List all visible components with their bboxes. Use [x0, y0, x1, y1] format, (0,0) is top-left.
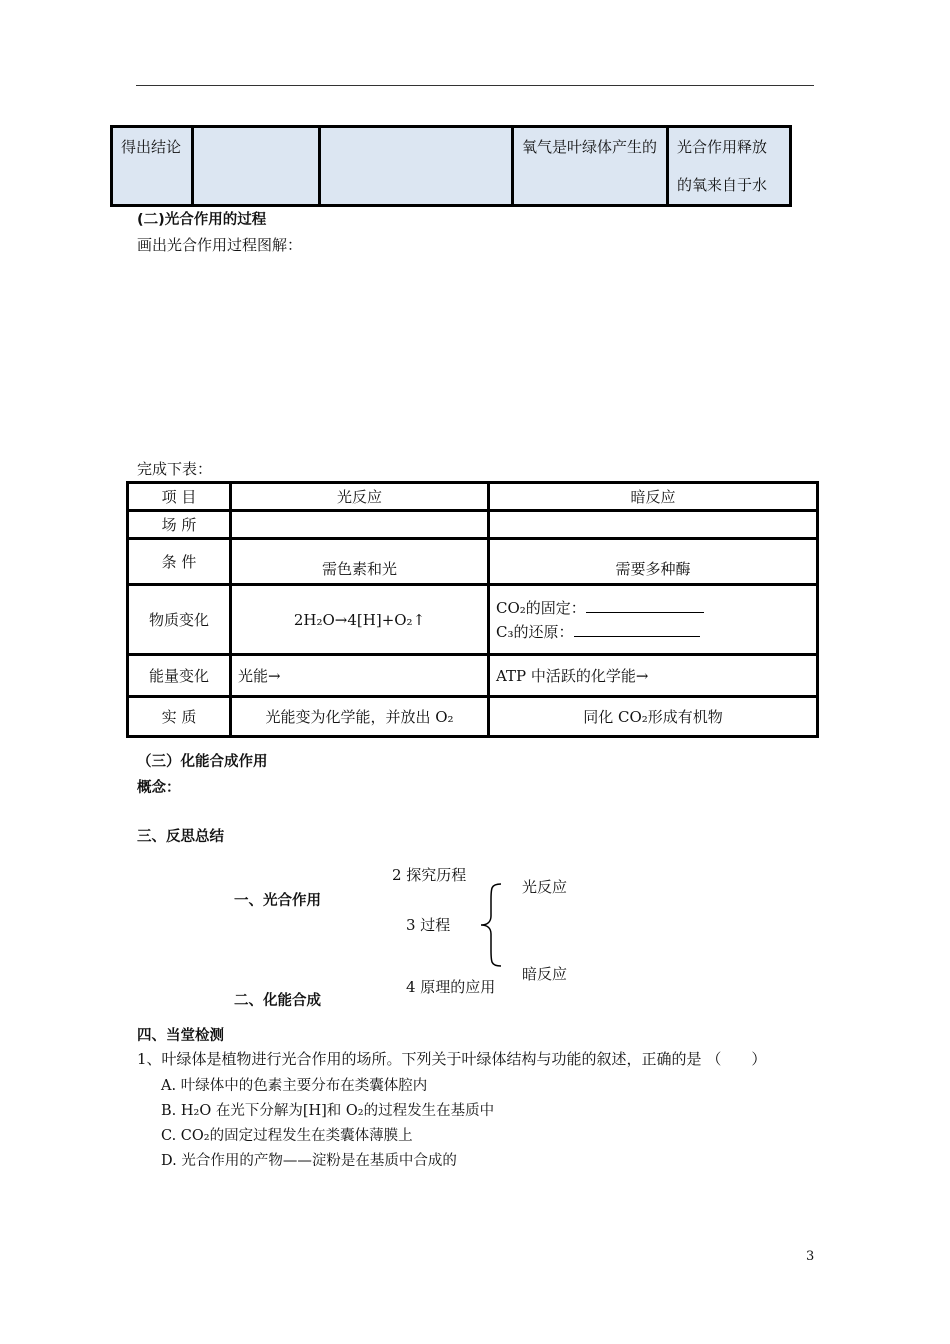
c3-reduction-label: C₃的还原： [496, 622, 574, 641]
table-row [112, 127, 791, 206]
process-instruction: 画出光合作用过程图解： [137, 236, 303, 254]
curly-brace-icon [477, 880, 507, 970]
option-d: D. 光合作用的产物——淀粉是在基质中合成的 [161, 1153, 457, 1169]
table-cell: 2H₂O→4[H]+O₂↑ [231, 585, 489, 655]
row-label: 场 所 [128, 511, 231, 539]
table-cell: 需色素和光 [231, 539, 489, 585]
page-number: 3 [806, 1249, 815, 1264]
header-rule [136, 85, 814, 86]
option-c: C. CO₂的固定过程发生在类囊体薄膜上 [161, 1128, 413, 1144]
section-heading-reflection: 三、反思总结 [137, 829, 224, 845]
table-row [128, 539, 818, 585]
summary-item-photosynthesis: 一、光合作用 [234, 893, 321, 909]
table-row [128, 697, 818, 737]
section-heading-process: (二)光合作用的过程 [137, 212, 267, 228]
table-cell: 光合作用释放的氧来自于水 [668, 127, 791, 206]
summary-item-chemosynthesis: 二、化能合成 [234, 993, 321, 1009]
table-cell: 光能→ [231, 655, 489, 697]
row-label: 条 件 [128, 539, 231, 585]
table-cell: 光能变为化学能，并放出 O₂ [231, 697, 489, 737]
reaction-table [126, 481, 819, 738]
co2-fixation-label: CO₂的固定： [496, 598, 586, 617]
answer-blank [574, 622, 700, 637]
conclusion-label: 得出结论 [112, 127, 193, 206]
conclusion-table [110, 125, 792, 207]
section-heading-test: 四、当堂检测 [137, 1028, 224, 1044]
table-cell: 需要多种酶 [489, 539, 818, 585]
question-text: 1、叶绿体是植物进行光合作用的场所。下列关于叶绿体结构与功能的叙述，正确的是 （ ） [137, 1050, 767, 1068]
table-row [128, 585, 818, 655]
table-cell [489, 585, 818, 655]
table-cell: ATP 中活跃的化学能→ [489, 655, 818, 697]
table-cell [320, 127, 513, 206]
table-prompt: 完成下表： [137, 460, 213, 478]
section-heading-chemosynthesis: （三）化能合成作用 [137, 754, 268, 770]
branch-light-reaction: 光反应 [522, 878, 568, 896]
branch-dark-reaction: 暗反应 [522, 965, 568, 983]
column-header: 光反应 [231, 483, 489, 511]
table-cell: 同化 CO₂形成有机物 [489, 697, 818, 737]
row-label: 能量变化 [128, 655, 231, 697]
table-cell [489, 511, 818, 539]
column-header: 项 目 [128, 483, 231, 511]
summary-sub-application: 4 原理的应用 [406, 978, 496, 996]
table-cell: 氧气是叶绿体产生的 [513, 127, 668, 206]
table-row [128, 655, 818, 697]
row-label: 实 质 [128, 697, 231, 737]
table-row [128, 511, 818, 539]
table-cell [231, 511, 489, 539]
concept-label: 概念： [137, 780, 181, 796]
column-header: 暗反应 [489, 483, 818, 511]
option-a: A. 叶绿体中的色素主要分布在类囊体腔内 [161, 1078, 428, 1094]
table-cell [193, 127, 320, 206]
row-label: 物质变化 [128, 585, 231, 655]
option-b: B. H₂O 在光下分解为[H]和 O₂的过程发生在基质中 [161, 1103, 495, 1119]
table-header-row [128, 483, 818, 511]
summary-sub-process: 3 过程 [406, 916, 451, 934]
answer-blank [586, 598, 704, 613]
summary-sub-history: 2 探究历程 [392, 866, 467, 884]
